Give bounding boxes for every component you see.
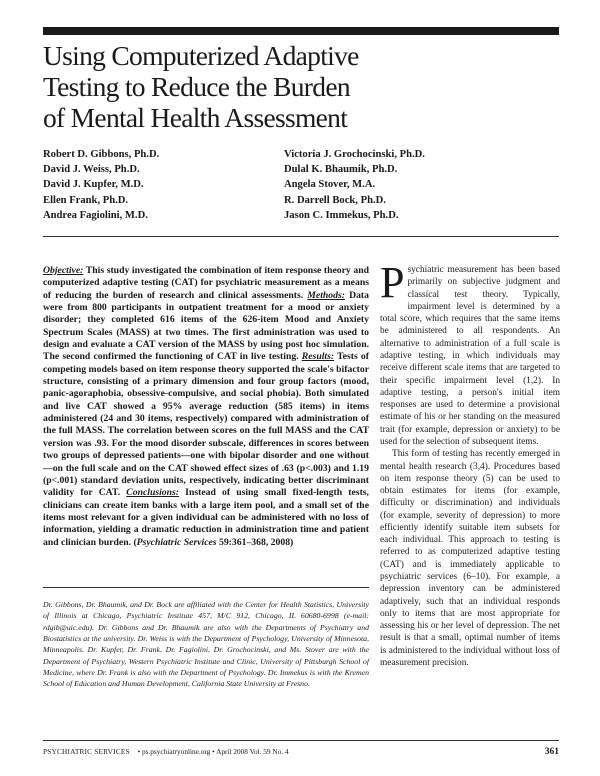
page-number: 361 bbox=[544, 747, 559, 757]
notes-divider bbox=[43, 587, 369, 588]
results-text: Tests of competing models based on item response theory supported the scale's bifactor structure, consisting of a primary dimension and four group factors (mood, panic-agoraphobia, obsessive-compulsive, and social phobia). Both simulated and live CAT showed a 95% average reduction (585 items) in items administered (24 and 30 items, respectively) compared with administration of the full MASS. The correlation between scores on the full MASS and the CAT version was .93. For the mood disorder subscale, differences in scores between two groups of depressed patients—one with bipolar disorder and one without—on the full scale and on the CAT showed effect sizes of .63 (p<.003) and 1.19 (p<.001) standard deviation units, respectively, indicating better discriminant validity for CAT. bbox=[43, 351, 369, 499]
objective-heading: Objective: bbox=[43, 265, 84, 276]
author-name: David J. Weiss, Ph.D. bbox=[43, 164, 140, 176]
author-name: R. Darrell Bock, Ph.D. bbox=[284, 194, 386, 206]
body-text bbox=[380, 258, 560, 669]
abstract bbox=[43, 265, 369, 549]
header-rule bbox=[43, 27, 559, 35]
conclusions-text: Instead of using small fixed-length tests, clinicians can create item banks with a large item pool, and a small set of the items most relevant for a given individual can be administered with no loss of information, yielding a dramatic reduction in administration time and patient and clinician burden. ( bbox=[43, 487, 369, 548]
results-heading: Results: bbox=[301, 351, 335, 363]
title-line: Testing to Reduce the Burden bbox=[43, 71, 350, 102]
journal-name: Psychiatric Services bbox=[136, 536, 217, 548]
page-footer bbox=[43, 746, 559, 758]
body-paragraph: This form of testing has recently emerged in mental health research (3,4). Procedures based on item response theory (5) can be used to obtain estimates for items (for example, difficulty or discrimination) and individuals (for example, severity of depression) to more efficiently identify suitable item subsets for each individual. This approach to testing is referred to as computerized adaptive testing (CAT) and is immediately applicable to psychiatric services (6–10). For example, a depression inventory can be administered adaptively, such that an individual responds only to items that are most appropriate for assessing his or her level of depression. The net result is that a small, optimal number of items is administered to the individual without loss of measurement precision. bbox=[380, 449, 560, 668]
author-name: Angela Stover, M.A. bbox=[284, 179, 376, 191]
article-title bbox=[43, 40, 563, 133]
methods-heading: Methods: bbox=[307, 289, 345, 301]
author-name: Andrea Fagiolini, M.D. bbox=[43, 209, 148, 221]
methods-text: Data were from 800 participants in outpatient treatment for a mood or anxiety disorder; they completed 616 items of the 626-item Mood and Anxiety Spectrum Scales (MASS) at two times. The first administration was used to design and evaluate a CAT version of the MASS by using post hoc simulation. The second confirmed the functioning of CAT in live testing. bbox=[43, 289, 369, 363]
drop-cap: P bbox=[380, 258, 405, 307]
author-name: David J. Kupfer, M.D. bbox=[43, 179, 144, 191]
conclusions-heading: Conclusions: bbox=[126, 487, 180, 499]
paragraph-text: sychiatric measurement has been based primarily on subjective judgment and classical test theory. Typically, impairment level is determined by a total score, which requires that the same items be administered to all respondents. An alternative to administration of a full scale is adaptive testing, in which individuals may receive different scale items that are targeted to their specific impairment level (1,2). In adaptive testing, a person's initial item responses are used to determine a provisional estimate of his or her standing on the measured trait (for example, depression or anxiety) to be used for the selection of subsequent items. bbox=[380, 265, 560, 447]
author-name: Jason C. Immekus, Ph.D. bbox=[284, 209, 399, 221]
citation: 59:361–368, 2008) bbox=[216, 536, 294, 548]
section-divider bbox=[43, 236, 559, 237]
objective-text: This study investigated the combination of item response theory and computerized adaptive testing (CAT) for psychiatric measurement as a means of reducing the burden of research and clinical assessments. bbox=[43, 265, 369, 301]
author-list-left bbox=[43, 147, 159, 223]
footer-journal: PSYCHIATRIC SERVICES bbox=[43, 747, 130, 756]
footer-divider bbox=[43, 740, 559, 741]
author-name: Ellen Frank, Ph.D. bbox=[43, 194, 129, 206]
body-paragraph bbox=[380, 258, 560, 448]
title-line: Using Computerized Adaptive bbox=[43, 40, 359, 71]
author-name: Victoria J. Grochocinski, Ph.D. bbox=[284, 149, 425, 160]
title-line: of Mental Health Assessment bbox=[43, 102, 348, 133]
author-name: Dulal K. Bhaumik, Ph.D. bbox=[284, 164, 398, 176]
footer-meta: • ps.psychiatryonline.org • April 2008 Vol. 59 No. 4 bbox=[137, 747, 289, 756]
author-name: Robert D. Gibbons, Ph.D. bbox=[43, 149, 160, 160]
affiliation-note: Dr. Gibbons, Dr. Bhaumik, and Dr. Bock are affiliated with the Center for Health Statistics, University of Illinois at Chicago, Psychiatric Institute 457, M/C 912, Chicago, IL 60680-6998 (e-mail: rdgib@uic.edu). Dr. Gibbons and Dr. Bhaumik are also with the Departments of Psychiatry and Biostatistics at the university. Dr. Weiss is with the Department of Psychology, University of Minnesota, Minneapolis. Dr. Kupfer, Dr. Frank, Dr. Fagiolini, Dr. Grochocinski, and Ms. Stover are with the Department of Psychiatry, Western Psychiatric Institute and Clinic, University of Pittsburgh School of Medicine, where Dr. Frank is also with the Department of Psychology. Dr. Immekus is with the Kremen School of Education and Human Development, California State University at Fresno. bbox=[43, 600, 369, 689]
author-list-right bbox=[284, 147, 425, 223]
